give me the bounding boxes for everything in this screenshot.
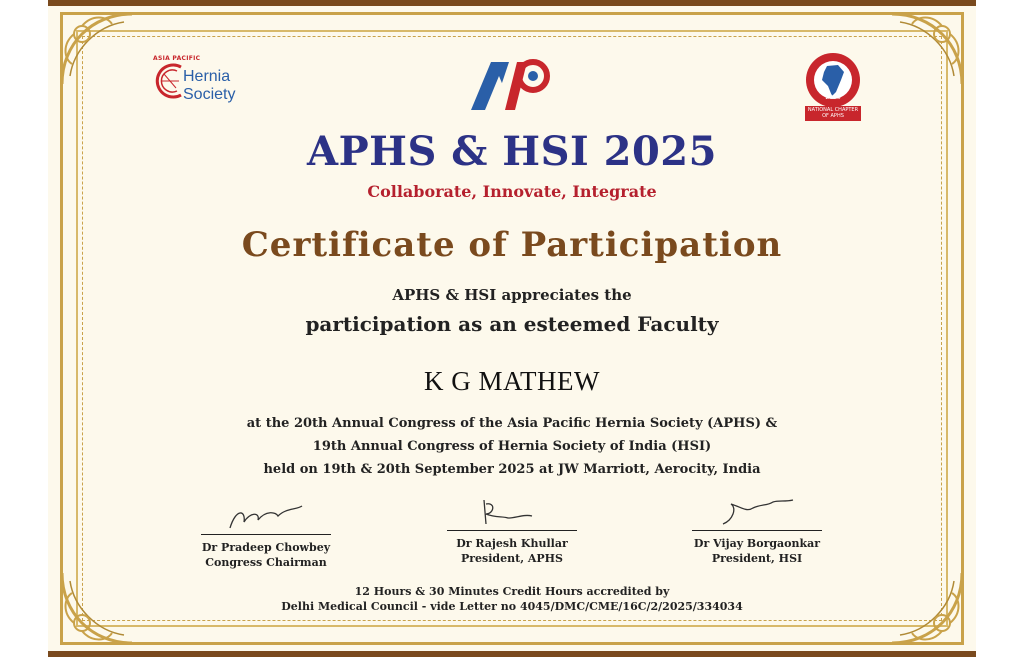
certificate	[48, 0, 976, 657]
signatory-chairman	[181, 498, 351, 570]
corner-ornament-icon	[882, 4, 972, 94]
participation-line: participation as an esteemed Faculty	[305, 312, 719, 336]
signatory-name: Dr Pradeep Chowbey	[201, 541, 331, 554]
hsi-logo-year: 2006	[825, 94, 841, 101]
signature-icon	[462, 494, 562, 530]
signatory-hsi-president	[672, 494, 842, 566]
recipient-name: K G MATHEW	[424, 366, 600, 396]
ap-logo-icon	[465, 56, 561, 112]
signatory-role: President, HSI	[711, 552, 803, 565]
event-detail-line: 19th Annual Congress of Hernia Society of India (HSI)	[312, 439, 712, 454]
event-title: APHS & HSI 2025	[307, 128, 717, 175]
globe-icon	[155, 61, 185, 101]
appreciation-line: APHS & HSI appreciates the	[392, 286, 632, 304]
signatory-name: Dr Vijay Borgaonkar	[693, 537, 821, 550]
signatory-role: Congress Chairman	[205, 556, 327, 569]
corner-ornament-icon	[52, 4, 142, 94]
event-tagline: Collaborate, Innovate, Integrate	[367, 182, 657, 201]
aphs-logo	[153, 55, 253, 115]
signatory-name: Dr Rajesh Khullar	[456, 537, 568, 550]
event-detail-line: at the 20th Annual Congress of the Asia Pacific Hernia Society (APHS) &	[246, 416, 778, 431]
signatory-aphs-president	[427, 494, 597, 566]
signature-icon	[707, 494, 807, 530]
logo-line2: Society	[183, 86, 236, 103]
accreditation-letter-line: Delhi Medical Council - vide Letter no 4045/DMC/CME/16C/2/2025/334034	[281, 600, 743, 613]
certificate-heading: Certificate of Participation	[241, 225, 783, 265]
hsi-banner-line2: OF APHS	[822, 113, 844, 119]
event-detail-line: held on 19th & 20th September 2025 at JW Marriott, Aerocity, India	[263, 462, 761, 477]
signatory-role: President, APHS	[460, 552, 563, 565]
logo-line1: Hernia	[183, 68, 231, 85]
logo-arc-text: ASIA PACIFIC	[153, 55, 201, 62]
hsi-banner-line1: NATIONAL CHAPTER	[807, 107, 859, 113]
signature-icon	[216, 498, 316, 534]
credit-hours-line: 12 Hours & 30 Minutes Credit Hours accredited by	[354, 585, 670, 598]
